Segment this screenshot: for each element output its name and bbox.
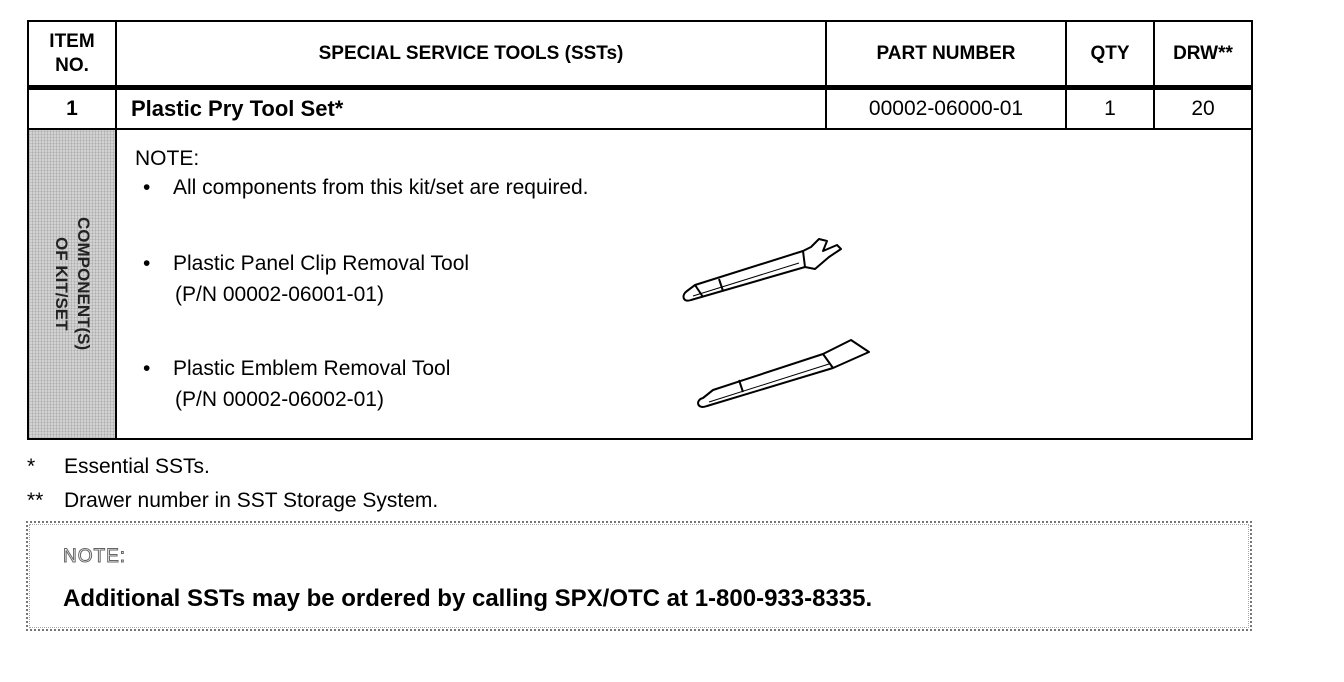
components-row (29, 130, 1251, 438)
sst-table (27, 20, 1253, 440)
components-note-label: NOTE: (135, 147, 200, 170)
components-body (117, 130, 1251, 438)
note-line-text: All components from this kit/set are required. (173, 176, 589, 199)
note-box (26, 521, 1252, 631)
row-item-no: 1 (29, 90, 117, 128)
row-tool-name: Plastic Pry Tool Set* (117, 90, 827, 128)
tool-1-part-number: (P/N 00002-06001-01) (175, 283, 384, 306)
footnote-text: Essential SSTs. (64, 455, 210, 478)
header-item-line2: NO. (55, 54, 89, 76)
footnote-drawer (27, 489, 438, 513)
row-drw: 20 (1191, 97, 1215, 120)
footnote-mark: ** (27, 489, 44, 512)
table-row (29, 90, 1251, 130)
header-tool-name: SPECIAL SERVICE TOOLS (SSTs) (117, 22, 827, 85)
note-box-text: Additional SSTs may be ordered by calling SPX/OTC at 1-800-933-8335. (63, 585, 873, 612)
row-part-number: 00002-06000-01 (827, 90, 1067, 128)
side-label-line2: OF KIT/SET (52, 237, 71, 331)
tool-2-name: Plastic Emblem Removal Tool (173, 357, 451, 380)
components-side-label (29, 130, 117, 438)
emblem-removal-tool-icon (693, 334, 873, 414)
footnote-essential (27, 455, 210, 479)
list-item-tool-2 (143, 353, 450, 415)
row-qty: 1 (1067, 90, 1155, 128)
tool-1-name: Plastic Panel Clip Removal Tool (173, 252, 470, 275)
header-item-line1: ITEM (49, 30, 95, 52)
footnote-text: Drawer number in SST Storage System. (64, 489, 439, 512)
panel-clip-tool-icon (679, 227, 849, 307)
side-label-line1: COMPONENT(S) (74, 217, 93, 351)
header-drw: DRW** (1173, 42, 1233, 64)
bullet-icon: • (143, 357, 151, 380)
header-item-no (29, 22, 117, 85)
table-header-row (29, 22, 1251, 90)
bullet-icon: • (143, 176, 151, 199)
header-qty: QTY (1067, 22, 1155, 85)
components-note-line (143, 176, 589, 200)
bullet-icon: • (143, 252, 151, 275)
note-box-title: NOTE: (63, 546, 127, 567)
list-item-tool-1 (143, 248, 469, 310)
footnote-mark: * (27, 455, 36, 478)
tool-2-part-number: (P/N 00002-06002-01) (175, 388, 384, 411)
header-part-number: PART NUMBER (827, 22, 1067, 85)
